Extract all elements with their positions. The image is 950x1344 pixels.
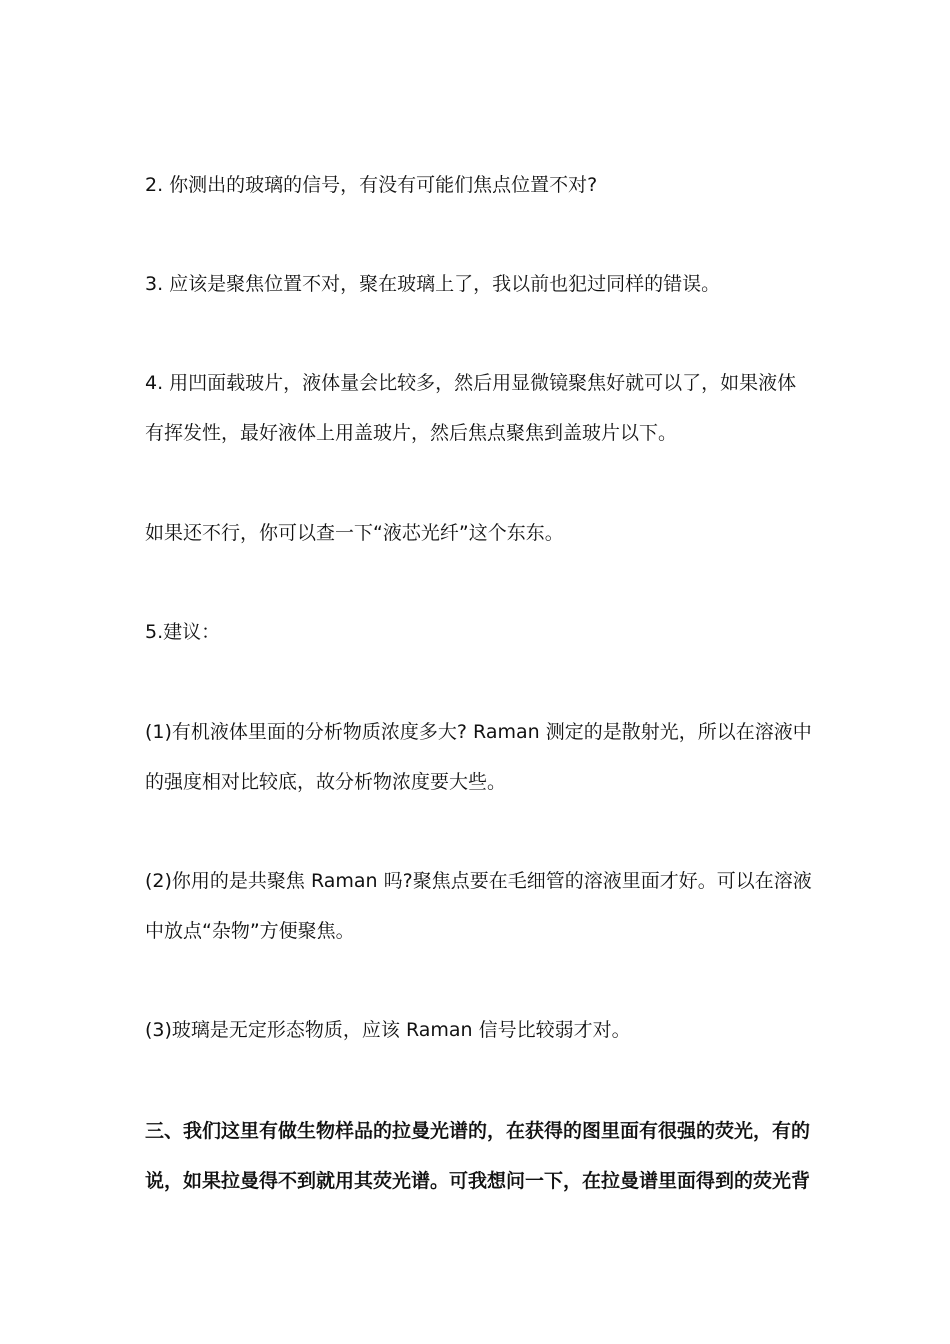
paragraph-2-glass-signal [145, 160, 815, 210]
text-line: 有挥发性，最好液体上用盖玻片，然后焦点聚焦到盖玻片以下。 [145, 422, 678, 444]
paragraph-section-3-question [145, 1106, 815, 1206]
text-line: (2)你用的是共聚焦 Raman 吗?聚焦点要在毛细管的溶液里面才好。可以在溶液 [145, 870, 812, 892]
text-line: 如果还不行，你可以查一下“液芯光纤”这个东东。 [145, 522, 564, 544]
text-line: 中放点“杂物”方便聚焦。 [145, 920, 355, 942]
paragraph-liquid-core-fiber [145, 508, 815, 558]
paragraph-3-focus-position [145, 259, 815, 309]
text-line: 4. 用凹面载玻片，液体量会比较多，然后用显微镜聚焦好就可以了，如果液体 [145, 372, 797, 394]
paragraph-4-concave-slide [145, 358, 815, 458]
paragraph-suggestion-3 [145, 1005, 815, 1055]
text-line: 三、我们这里有做生物样品的拉曼光谱的，在获得的图里面有很强的荧光，有的 [145, 1120, 811, 1142]
text-line: 3. 应该是聚焦位置不对，聚在玻璃上了，我以前也犯过同样的错误。 [145, 273, 721, 295]
text-line: 5.建议： [145, 621, 221, 643]
text-line: 2. 你测出的玻璃的信号，有没有可能们焦点位置不对? [145, 174, 598, 196]
text-line: 的强度相对比较底，故分析物浓度要大些。 [145, 771, 507, 793]
paragraph-5-suggestions-heading [145, 607, 815, 657]
paragraph-suggestion-2 [145, 856, 815, 956]
text-line: (1)有机液体里面的分析物质浓度多大? Raman 测定的是散射光，所以在溶液中 [145, 721, 812, 743]
text-line: (3)玻璃是无定形态物质，应该 Raman 信号比较弱才对。 [145, 1019, 631, 1041]
paragraph-suggestion-1 [145, 707, 815, 807]
text-line: 说，如果拉曼得不到就用其荧光谱。可我想问一下，在拉曼谱里面得到的荧光背 [145, 1170, 811, 1192]
